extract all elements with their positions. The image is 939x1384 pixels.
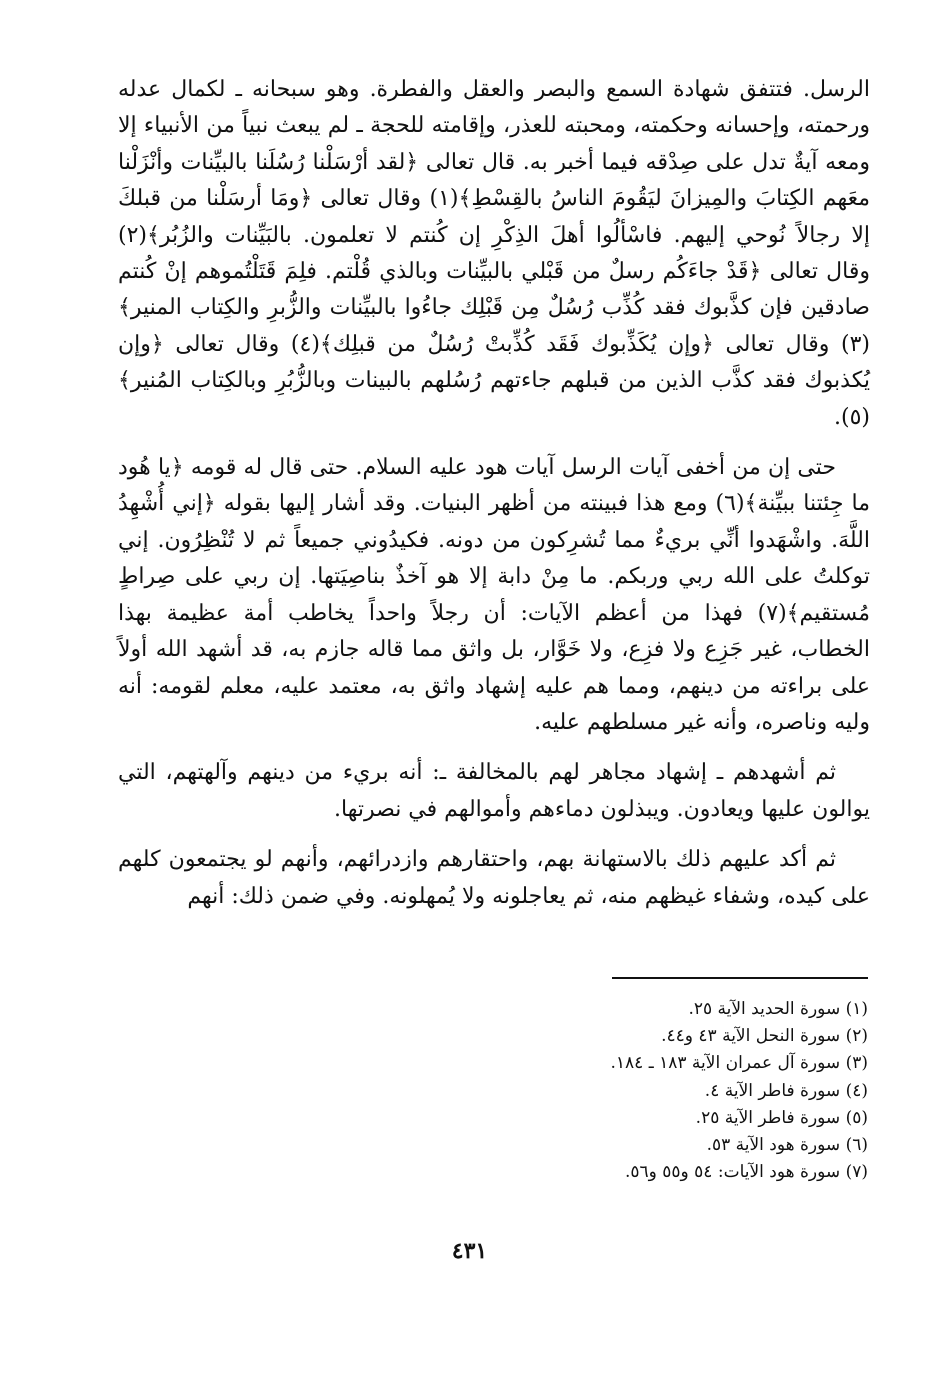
footnote-6: (٦) سورة هود الآية ٥٣. [706, 1135, 868, 1156]
paragraph-1: الرسل. فتتفق شهادة السمع والبصر والعقل والفطرة. وهو سبحانه ـ لكمال عدله ورحمته، وإحسانه وحكمته، ومحبته للعذر، وإقامته للحجة ـ لم يبعث نبياً من الأنبياء إلا ومعه آيةٌ تدل على صِدْقه فيما أخبر به. قال تعالى ﴿لقد أرْسَلْنا رُسُلَنا بالبيِّنات وأنْزَلْنا معَهم الكِتابَ والمِيزانَ ليَقُومَ الناسُ بالقِسْطِ﴾(١) وقال تعالى ﴿ومَا أرسَلْنا من قبلكَ إلا رجالاً نُوحي إليهم. فاسْألُوا أهلَ الذِكْرِ إن كُنتم لا تعلمون. بالبَيِّنات والزُبُر﴾(٢) وقال تعالى ﴿قَدْ جاءَكُم رسلٌ من قَبْلي بالبيِّنات وبالذي قُلْتم. فلِمَ قَتَلْتُموهم إنْ كُنتم صادقين فإن كذَّبوك فقد كُذِّب رُسُلٌ مِن قَبْلِك جاءُوا بالبيِّنات والزُّبرِ والكِتاب المنير﴾(٣) وقال تعالى ﴿وإن يُكَذِّبوك فَقَد كُذِّبتْ رُسُلٌ من قبلِك﴾(٤) وقال تعالى ﴿وإن يُكذبوك فقد كذَّب الذين من قبلهم جاءتهم رُسُلهم بالبينات وبالزُّبُرِ وبالكِتاب المُنير﴾(٥). [118, 77, 871, 430]
main-text [118, 72, 870, 915]
footnote-1: (١) سورة الحديد الآية ٢٥. [688, 999, 868, 1019]
page-number: ٤٣١ [451, 1238, 488, 1264]
footnote-7: (٧) سورة هود الآيات: ٥٤ و٥٥ و٥٦. [624, 1162, 868, 1183]
footnote-5: (٥) سورة فاطر الآية ٢٥. [695, 1107, 868, 1128]
footnote-3: (٣) سورة آل عمران الآية ١٨٣ ـ ١٨٤. [610, 1053, 868, 1074]
paragraph-4: ثم أكد عليهم ذلك بالاستهانة بهم، واحتقارهم وازدرائهم، وأنهم لو يجتمعون كلهم على كيده، وشفاء غيظهم منه، ثم يعاجلونه ولا يُمهلونه. وفي ضمن ذلك: أنهم [118, 847, 870, 909]
footnotes [400, 996, 868, 1186]
paragraph-3: ثم أشهدهم ـ إشهاد مجاهر لهم بالمخالفة ـ: أنه بريء من دينهم وآلهتهم، التي يوالون عليها ويعادون. ويبذلون دماءهم وأموالهم في نصرتها. [118, 760, 870, 822]
paragraph-2: حتى إن من أخفى آيات الرسل آيات هود عليه السلام. حتى قال له قومه ﴿يا هُود ما جِئتنا ببيِّنة﴾(٦) ومع هذا فبينته من أظهر البنيات. وقد أشار إليها بقوله ﴿إني أُشْهِدُ اللَّهَ. واشْهَدوا أنِّي بريءٌ مما تُشرِكون من دونه. فكيدُوني جميعاً ثم لا تُنْظِرُون. إني توكلتُ على الله ربي وربكم. ما مِنْ دابة إلا هو آخذٌ بناصِيَتها. إن ربي على صِراطٍ مُستقيم﴾(٧) فهذا من أعظم الآيات: أن رجلاً واحداً يخاطب أمة عظيمة بهذا الخطاب، غير جَزِع ولا فزِع، ولا خَوَّار، بل واثق مما قاله جازم به، قد أشهد الله أولاً على براءته من دينهم، ومما هم عليه إشهاد واثق به، معتمد عليه، معلم لقومه: أنه وليه وناصره، وأنه غير مسلطهم عليه. [118, 455, 870, 735]
footnote-2: (٢) سورة النحل الآية ٤٣ و٤٤. [661, 1026, 868, 1047]
footnote-4: (٤) سورة فاطر الآية ٤. [704, 1080, 868, 1101]
footnote-separator [612, 977, 868, 979]
